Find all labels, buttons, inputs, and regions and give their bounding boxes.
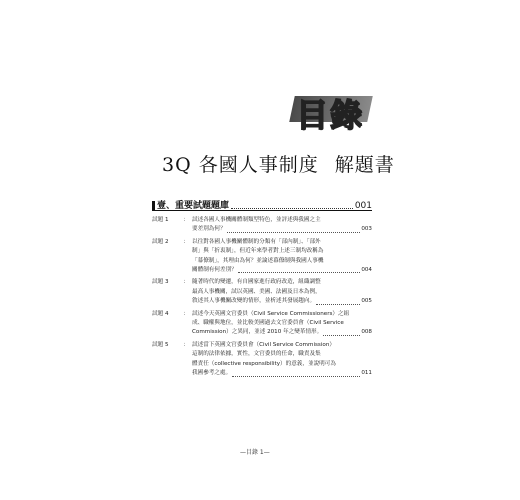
- question-text: 試述當下英國文官委員會（Civil Service Commission） 這制的法律依據，實性，文官委員的任命，職責及集 體責任（collective responsibility）的意義，並說明可為 我國參考之處。 011: [192, 341, 372, 379]
- page-number: 008: [361, 329, 372, 336]
- question-label: 試題 3: [152, 279, 169, 286]
- section-rule: [152, 210, 372, 211]
- page-number: 004: [361, 267, 372, 274]
- book-title-main: 3Q 各國人事制度: [162, 154, 319, 176]
- section-title: 壹、重要試題題庫: [157, 201, 230, 211]
- toc-entry-1[interactable]: 試題 1 ： 試述各國人事機關體制類型特色，並評述與我國之主 要差別為何？ 003: [152, 216, 372, 235]
- question-text: 隨著時代的變遷，有自國家進行政府改造，組織調整 最高人事機關，試以英國、美國、法國及日本為例， 敘述其人事機關改變的情形，並析述其發展趨向。 005: [192, 278, 372, 306]
- question-list: [152, 216, 372, 382]
- book-title-sub: 解題書: [334, 154, 395, 176]
- question-text: 試述各國人事機關體制類型特色，並評述與我國之主 要差別為何？ 003: [192, 216, 372, 235]
- question-text: 以往對各國人事機關體制的分類有「部內制」、「部外 制」與「折衷制」，但近年來學者對上述三制均改稱為 「幕僚制」，其理由為何？並論述幕僚制與我國人事機 關體制有何差別？ 004: [192, 238, 372, 276]
- toc-entry-3[interactable]: 試題 3 ： 隨著時代的變遷，有自國家進行政府改造，組織調整 最高人事機關，試以英國、美國、法國及日本為例， 敘述其人事機關改變的情形，並析述其發展趨向。 005: [152, 278, 372, 306]
- toc-entry-2[interactable]: 試題 2 ： 以往對各國人事機關體制的分類有「部內制」、「部外 制」與「折衷制」，但近年來學者對上述三制均改稱為 「幕僚制」，其理由為何？並論述幕僚制與我國人事機 關體制有何差別？ 004: [152, 238, 372, 276]
- section-page-number: 001: [354, 201, 372, 211]
- book-title: [162, 150, 402, 177]
- toc-heading-text: 目錄: [296, 96, 365, 134]
- page-number: 005: [361, 298, 372, 305]
- toc-entry-5[interactable]: 試題 5 ： 試述當下英國文官委員會（Civil Service Commission） 這制的法律依據，實性，文官委員的任命，職責及集 體責任（collective responsibility）的意義，並說明可為 我國參考之處。 011: [152, 341, 372, 379]
- page-footer: —目錄 1—: [240, 449, 270, 456]
- toc-heading: [292, 92, 372, 134]
- leader-dots: [231, 208, 353, 209]
- page-number: 003: [361, 226, 372, 233]
- question-label: 試題 2: [152, 238, 169, 245]
- page-number: 011: [361, 370, 372, 377]
- question-label: 試題 1: [152, 217, 169, 223]
- question-text: 試述今天英國文官委員（Civil Service Commissioners）之組 成、職權與地位，並比較美國過去文官委員會（Civil Service Commission）之異同，並述 2010 年之變革情形。 008: [192, 310, 372, 338]
- question-label: 試題 5: [152, 341, 169, 348]
- toc-entry-4[interactable]: 試題 4 ： 試述今天英國文官委員（Civil Service Commissioners）之組 成、職權與地位，並比較美國過去文官委員會（Civil Service Commission）之異同，並述 2010 年之變革情形。 008: [152, 310, 372, 338]
- question-label: 試題 4: [152, 310, 169, 317]
